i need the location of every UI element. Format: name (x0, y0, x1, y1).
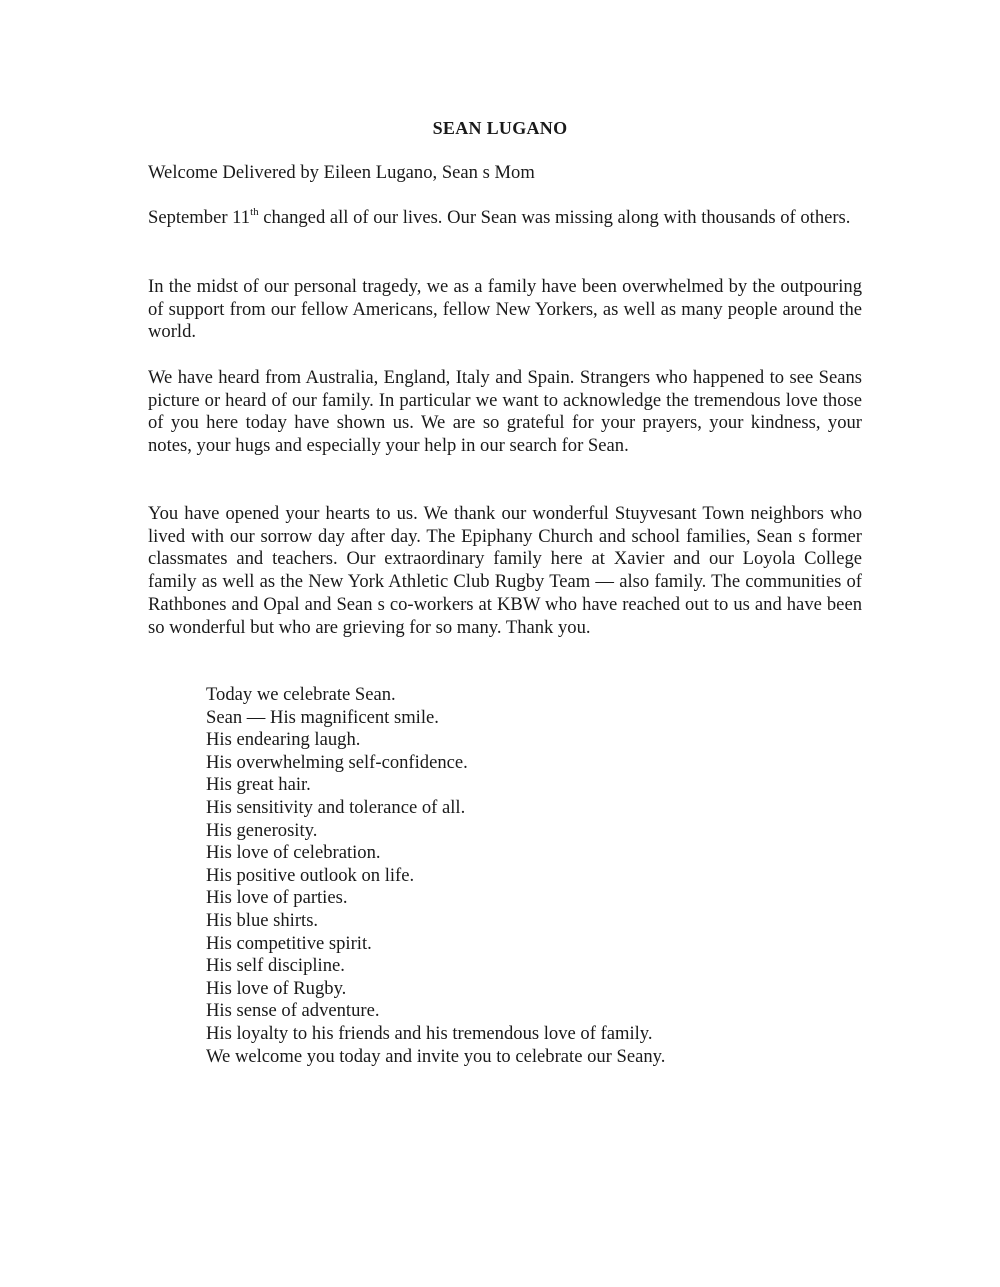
tribute-list (206, 684, 665, 1068)
tribute-line: His self discipline. (206, 955, 345, 977)
tribute-line: His generosity. (206, 819, 318, 841)
tribute-line: We welcome you today and invite you to celebrate our Seany. (206, 1045, 666, 1067)
paragraph-3: We have heard from Australia, England, Italy and Spain. Strangers who happened to see Seans picture or heard of our family. In particular we want to acknowledge the tremendous love those of you here today have shown us. We are so grateful for your prayers, your kindness, your notes, your hugs and especially your help in our search for Sean. (148, 367, 862, 457)
tribute-line: His sensitivity and tolerance of all. (206, 796, 466, 818)
tribute-line: His endearing laugh. (206, 729, 361, 751)
document-subtitle: Welcome Delivered by Eileen Lugano, Sean s Mom (148, 162, 535, 183)
tribute-line: His love of celebration. (206, 842, 381, 864)
tribute-line: His great hair. (206, 774, 311, 796)
tribute-line: Today we celebrate Sean. (206, 684, 396, 705)
tribute-line: His loyalty to his friends and his tremendous love of family. (206, 1022, 653, 1044)
paragraph-4: You have opened your hearts to us. We thank our wonderful Stuyvesant Town neighbors who lived with our sorrow day after day. The Epiphany Church and school families, Sean s former classmates and teachers. Our extraordinary family here at Xavier and our Loyola College family as well as the New York Athletic Club Rugby Team — also family. The communities of Rathbones and Opal and Sean s co-workers at KBW who have reached out to us and have been so wonderful but who are grieving for so many. Thank you. (148, 503, 862, 638)
tribute-line: His love of Rugby. (206, 977, 347, 999)
document-title: SEAN LUGANO (432, 118, 568, 138)
tribute-line: His love of parties. (206, 887, 348, 909)
tribute-line: His sense of adventure. (206, 1000, 380, 1022)
tribute-line: His overwhelming self-confidence. (206, 751, 468, 773)
tribute-line: His positive outlook on life. (206, 864, 415, 886)
tribute-line: Sean — His magnificent smile. (206, 706, 439, 728)
paragraph-1-prefix: September 11 (148, 207, 251, 228)
paragraph-1-rest: changed all of our lives. Our Sean was missing along with thousands of others. (258, 207, 851, 228)
tribute-line: His competitive spirit. (206, 932, 372, 954)
paragraph-1 (148, 207, 862, 230)
paragraph-2: In the midst of our personal tragedy, we as a family have been overwhelmed by the outpouring of support from our fellow Americans, fellow New Yorkers, as well as many people around the world. (148, 276, 862, 343)
paragraph-1-superscript: th (250, 205, 259, 218)
tribute-line: His blue shirts. (206, 909, 319, 931)
